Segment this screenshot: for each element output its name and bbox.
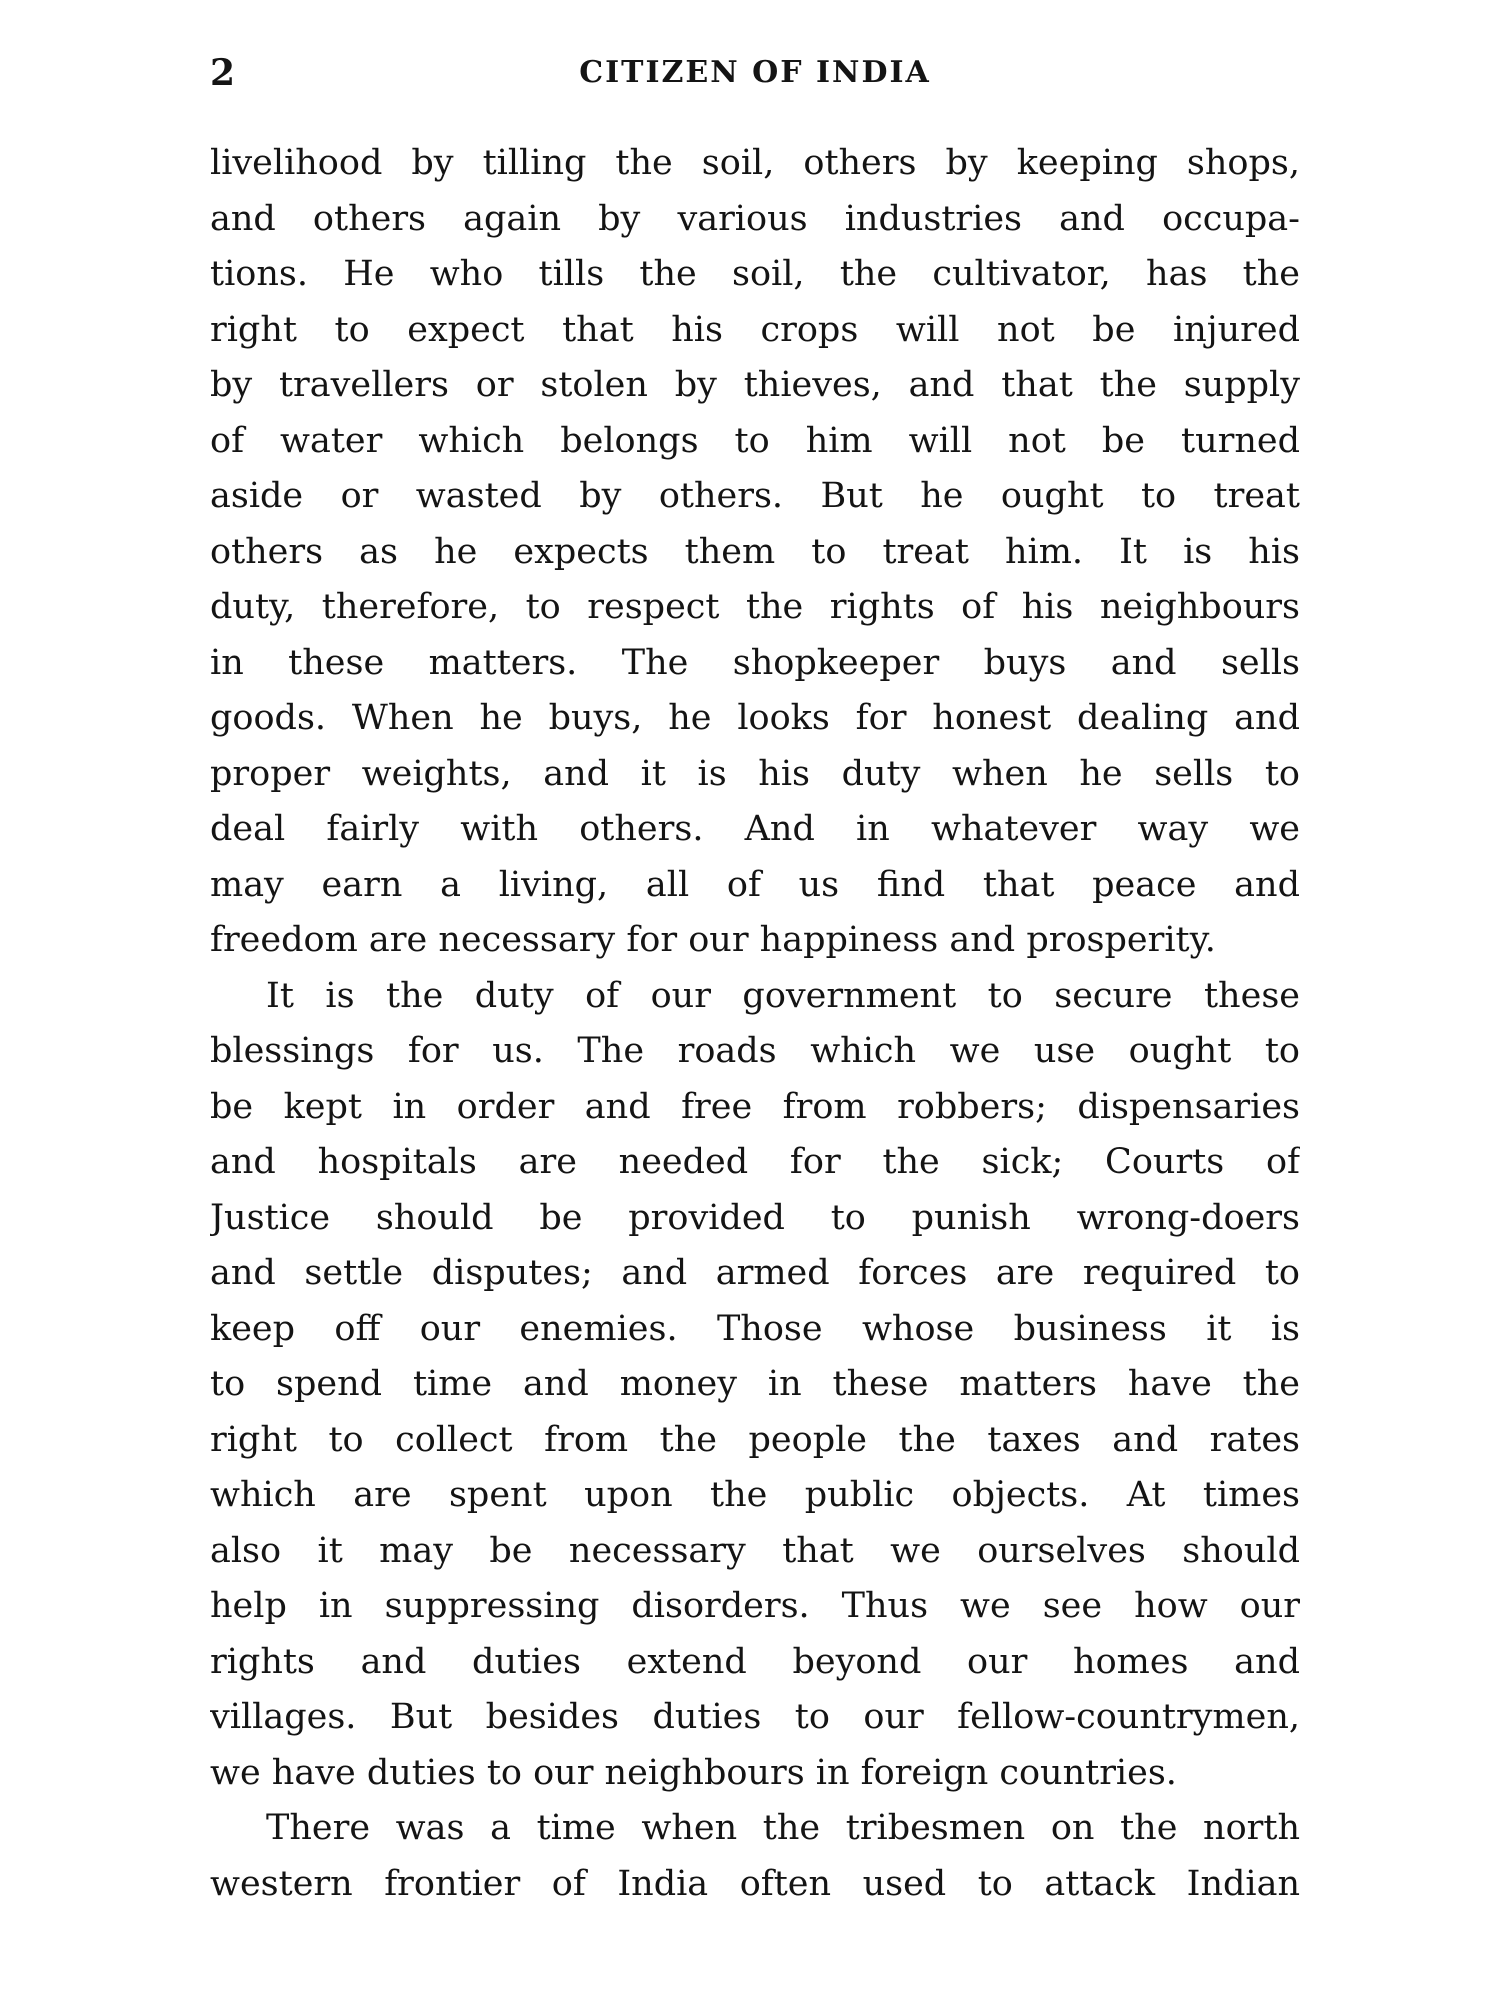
text-line: right to expect that his crops will not be injured <box>210 309 1300 350</box>
text-line: proper weights, and it is his duty when he sells to <box>210 753 1300 794</box>
text-line: aside or wasted by others. But he ought to treat <box>210 476 1300 516</box>
text-line: which are spent upon the public objects. At times <box>210 1475 1300 1515</box>
text-line: blessings for us. The roads which we use ought to <box>210 1031 1300 1071</box>
text-line: by travellers or stolen by thieves, and that the supply <box>210 365 1300 405</box>
text-line: in these matters. The shopkeeper buys and sells <box>210 642 1300 683</box>
text-line: to spend time and money in these matters have the <box>210 1364 1300 1404</box>
text-line: villages. But besides duties to our fellow-countrymen, <box>210 1697 1300 1737</box>
text-line: and settle disputes; and armed forces are required to <box>210 1253 1300 1293</box>
body-text <box>210 136 1300 1912</box>
paragraph-first-line: It is the duty of our government to secure these <box>266 975 1300 1016</box>
text-line: right to collect from the people the taxes and rates <box>210 1419 1300 1460</box>
text-line: livelihood by tilling the soil, others by keeping shops, <box>210 143 1300 183</box>
text-line: and others again by various industries and occupa- <box>210 198 1300 239</box>
text-line: rights and duties extend beyond our homes and <box>210 1641 1300 1682</box>
page-number: 2 <box>210 52 236 94</box>
text-line: may earn a living, all of us find that peace and <box>210 864 1300 905</box>
text-line: tions. He who tills the soil, the cultivator, has the <box>210 254 1300 294</box>
text-line: deal fairly with others. And in whatever way we <box>210 809 1300 849</box>
text-line: help in suppressing disorders. Thus we see how our <box>210 1586 1300 1626</box>
text-line: also it may be necessary that we ourselves should <box>210 1530 1300 1571</box>
text-line: goods. When he buys, he looks for honest dealing and <box>210 698 1300 738</box>
text-line: of water which belongs to him will not be turned <box>210 420 1300 461</box>
text-line: others as he expects them to treat him. It is his <box>210 531 1300 572</box>
text-line: keep off our enemies. Those whose business it is <box>210 1308 1300 1349</box>
text-line: duty, therefore, to respect the rights of his neighbours <box>210 587 1300 627</box>
text-line: Justice should be provided to punish wrong-doers <box>210 1197 1300 1238</box>
text-line: and hospitals are needed for the sick; Courts of <box>210 1142 1300 1182</box>
running-head-title: CITIZEN OF INDIA <box>579 55 931 90</box>
text-line: we have duties to our neighbours in foreign countries. <box>210 1752 1177 1793</box>
running-head <box>210 48 1300 98</box>
paragraph-first-line: There was a time when the tribesmen on the north <box>266 1808 1300 1848</box>
text-line: freedom are necessary for our happiness and prosperity. <box>210 920 1216 960</box>
text-line: be kept in order and free from robbers; dispensaries <box>210 1086 1300 1127</box>
text-line: western frontier of India often used to attack Indian <box>210 1863 1300 1904</box>
